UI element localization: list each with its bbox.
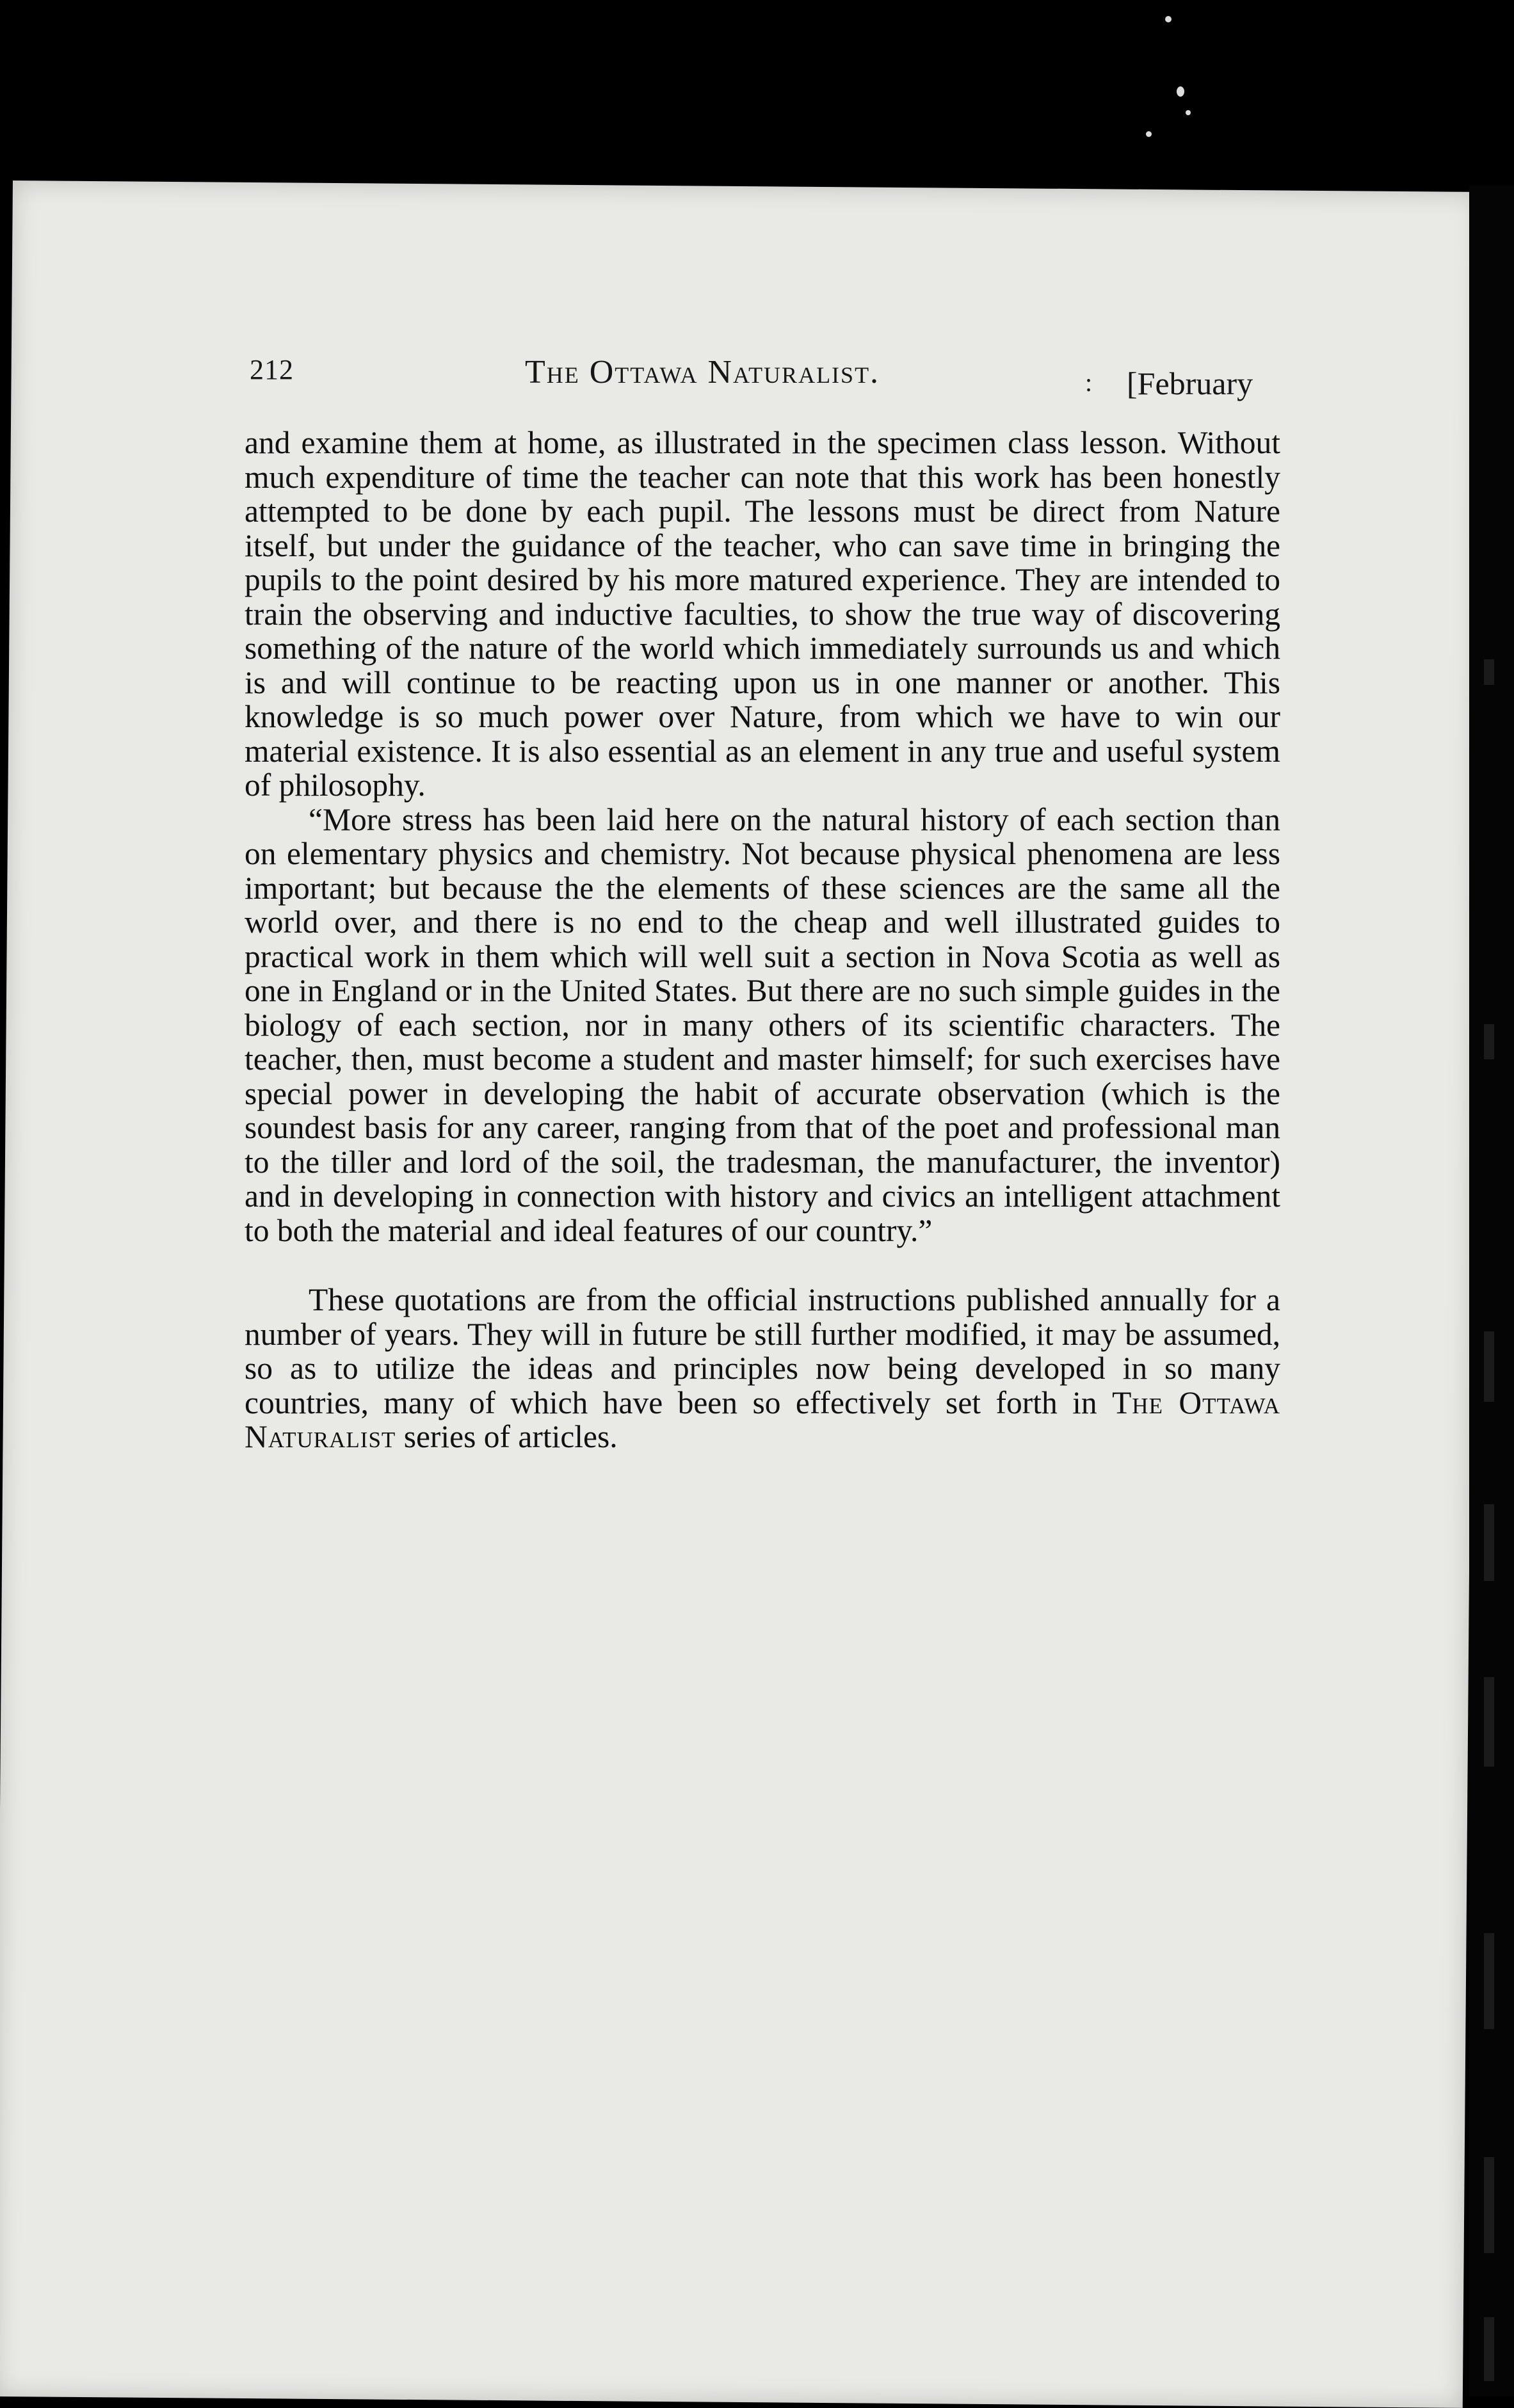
spine-lettering-mark bbox=[1484, 1677, 1494, 1767]
spine-lettering-mark bbox=[1484, 2157, 1494, 2253]
page-number: 212 bbox=[250, 354, 294, 385]
spine-lettering-mark bbox=[1484, 659, 1494, 685]
running-head bbox=[250, 346, 1287, 401]
paragraph-continuation: and examine them at home, as illustrated in the specimen class lesson. Without much expenditure of time the teacher can note that this work has been honestly attempted to be done by each pupil. The lessons must be direct from Nature itself, but under the guidance of the teacher, who can save time in bringing the pupils to the point desired by his more matured experience. They are intended to train the observing and inductive faculties, to show the true way of discovering something of the nature of the world which immediately surrounds us and which is and will continue to be reacting upon us in one manner or another. This knowledge is so much power over Nature, from which we have to win our material existence. It is also essential as an element in any true and useful system of philosophy. bbox=[245, 425, 1280, 803]
spine-lettering-mark bbox=[1484, 1024, 1494, 1059]
scan-speck bbox=[1146, 131, 1152, 137]
issue-month: [February bbox=[1127, 365, 1253, 401]
paragraph-quotation: “More stress has been laid here on the natural history of each section than on elementary physics and chemistry. Not because physical phenomena are less important; but because the the elements of these sciences are the same all the world over, and there is no end to the cheap and well illustrated guides to practical work in them which will well suit a section in Nova Scotia as well as one in England or in the United States. But there are no such simple guides in the biology of each section, nor in many others of its scientific characters. The teacher, then, must become a student and master himself; for such exercises have special power in developing the habit of accurate observation (which is the soundest basis for any career, ranging from that of the poet and professional man to the tiller and lord of the soil, the tradesman, the manufacturer, the inventor) and in developing in connection with history and civics an intelligent attachment to both the material and ideal features of our country.” bbox=[245, 801, 1280, 1248]
spine-lettering-mark bbox=[1484, 1504, 1494, 1581]
spine-lettering-mark bbox=[1484, 1331, 1494, 1402]
journal-title-inline: The Ottawa Naturalist bbox=[245, 1385, 1280, 1454]
article-body bbox=[245, 426, 1280, 1454]
scan-speck bbox=[1177, 86, 1184, 97]
scan-speck bbox=[1165, 16, 1172, 22]
closing-end: series of articles. bbox=[403, 1419, 618, 1454]
spine-lettering-mark bbox=[1484, 2317, 1494, 2381]
journal-title: The Ottawa Naturalist. bbox=[525, 354, 880, 390]
spine-lettering-mark bbox=[1484, 1933, 1494, 2029]
book-spine bbox=[1469, 186, 1514, 2396]
month-marker: : bbox=[1085, 368, 1093, 397]
paragraph-closing bbox=[245, 1283, 1280, 1454]
closing-text: These quotations are from the official instructions published annually for a number of years. They will in future be still further modified, it may be assumed, so as to utilize the ideas and principles now being developed in so many countries, many of which have been so effectively set forth in bbox=[245, 1282, 1280, 1420]
scan-speck bbox=[1186, 110, 1191, 115]
